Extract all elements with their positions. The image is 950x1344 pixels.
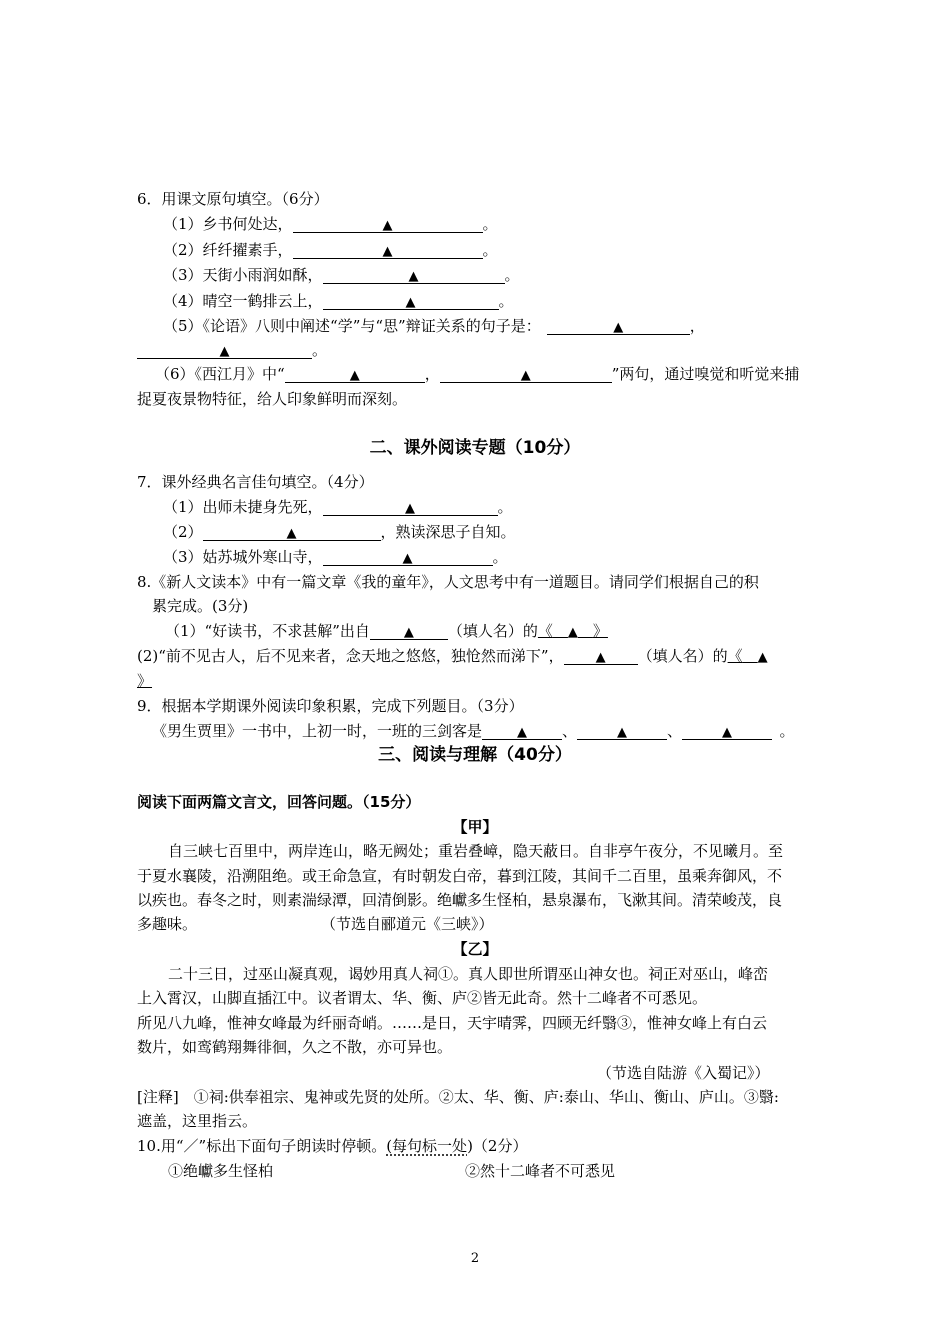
q6-item-3-text: （3）天街小雨润如酥，	[163, 266, 323, 284]
triangle-icon: ▲	[567, 625, 578, 640]
passage-jia-line-1: 自三峡七百里中，两岸连山，略无阙处；重岩叠嶂，隐天蔽日。自非亭午夜分，不见曦月。至	[168, 842, 784, 860]
q8-item-1-title[interactable]: 《 ▲ 》	[538, 622, 608, 640]
passage-jia-line-4-text: 多趣味。	[137, 915, 198, 933]
q6-item-5	[163, 316, 705, 336]
q6-item-1	[163, 214, 498, 234]
q8-item-2-blank-a[interactable]	[564, 646, 638, 665]
q9-blank-2[interactable]	[577, 721, 667, 740]
q7-item-3-text: （3）姑苏城外寒山寺，	[163, 548, 323, 566]
passage-jia-line-4	[137, 914, 494, 934]
q8-item-1-text-b: （填人名）的	[447, 622, 538, 640]
q9-blank-3[interactable]	[682, 721, 772, 740]
annotation-line-1: [注释] ①祠:供奉祖宗、鬼神或先贤的处所。②太、华、衡、庐:泰山、华山、衡山、庐山。③翳:	[137, 1088, 779, 1106]
period: 。	[482, 241, 498, 259]
q10-stem	[137, 1136, 527, 1156]
q6-item-6-cont: 捉夏夜景物特征，给人印象鲜明而深刻。	[137, 390, 408, 408]
triangle-icon: ▲	[520, 368, 531, 383]
q6-item-5-text: （5）《论语》八则中阐述“学”与“思”辩证关系的句子是：	[163, 317, 541, 335]
q6-item-2-text: （2）纤纤擢素手，	[163, 241, 293, 259]
triangle-icon: ▲	[595, 650, 606, 665]
q10-sentence-2[interactable]: ②然十二峰者不可悉见	[465, 1162, 616, 1180]
passage-jia-source: （节选自郦道元《三峡》）	[321, 915, 494, 933]
q10-sentence-1[interactable]: ①绝巘多生怪柏	[168, 1162, 274, 1180]
q7-item-2-text-a: （2）	[163, 523, 203, 541]
q6-item-1-text: （1）乡书何处达，	[163, 215, 293, 233]
separator: 、	[562, 722, 578, 740]
q6-item-3	[163, 265, 520, 285]
q8-item-1	[165, 621, 608, 643]
q7-item-1-text: （1）出师未捷身先死，	[163, 498, 323, 516]
passage-jia-line-3: 以疾也。春冬之时，则素湍绿潭，回清倒影。绝巘多生怪柏，悬泉瀑布，飞漱其间。清荣峻茂，良	[137, 891, 783, 909]
reading-instruction: 阅读下面两篇文言文，回答问题。（15分）	[137, 793, 421, 811]
q6-item-3-blank[interactable]	[323, 265, 505, 284]
q8-item-2-title-close[interactable]: 》	[137, 672, 153, 690]
q6-item-1-blank[interactable]	[293, 214, 483, 233]
q9-stem: 9．根据本学期课外阅读印象积累，完成下列题目。（3分）	[137, 697, 524, 715]
comma: ，	[424, 365, 440, 383]
triangle-icon: ▲	[405, 295, 416, 310]
q7-item-2-text-b: ，熟读深思子自知。	[380, 523, 516, 541]
q7-item-1-blank[interactable]	[323, 497, 498, 516]
q9-body-text: 《男生贾里》一书中，上初一时，一班的三剑客是	[152, 722, 483, 740]
passage-jia-line-2: 于夏水襄陵，沿溯阻绝。或王命急宣，有时朝发白帝，暮到江陵，其间千二百里，虽乘奔御风，不	[137, 867, 783, 885]
q6-item-4-blank[interactable]	[323, 291, 499, 310]
q6-item-2-blank[interactable]	[293, 240, 483, 259]
q6-item-6-blank-a[interactable]	[285, 364, 425, 383]
page-number: 2	[470, 1251, 480, 1266]
q6-item-6-text-b: ”两句，通过嗅觉和听觉来捕	[611, 365, 800, 383]
q6-item-2	[163, 240, 498, 260]
q8-item-2-cont	[137, 671, 152, 691]
q6-item-4-text: （4）晴空一鹤排云上，	[163, 292, 323, 310]
triangle-icon: ▲	[219, 344, 230, 359]
q6-item-6	[155, 364, 799, 384]
section-3-title: 三、阅读与理解（40分）	[378, 745, 572, 765]
q6-item-6-text-a: （6）《西江月》中“	[155, 365, 285, 383]
triangle-icon: ▲	[408, 269, 419, 284]
q8-item-2-title-open[interactable]: 《 ▲	[728, 647, 768, 665]
triangle-icon: ▲	[613, 320, 624, 335]
q10-stem-b: (每句标一处	[386, 1137, 468, 1155]
triangle-icon: ▲	[402, 551, 413, 566]
triangle-icon: ▲	[382, 244, 393, 259]
passage-jia-label: 【甲】	[452, 818, 498, 836]
q6-item-5-blank-b[interactable]	[137, 340, 312, 359]
period: 。	[482, 215, 498, 233]
q7-item-1	[163, 497, 513, 517]
triangle-icon: ▲	[757, 650, 768, 665]
triangle-icon: ▲	[403, 625, 414, 640]
q9-blank-1[interactable]	[482, 721, 562, 740]
q7-item-3	[163, 547, 508, 567]
q10-stem-c: )（2分）	[467, 1137, 528, 1155]
q9-body	[152, 721, 795, 741]
q6-stem: 6．用课文原句填空。（6分）	[137, 190, 329, 208]
q10-stem-a: 10.用“／”标出下面句子朗读时停顿。	[137, 1137, 387, 1155]
q7-item-2	[163, 522, 516, 542]
triangle-icon: ▲	[286, 526, 297, 541]
triangle-icon: ▲	[405, 501, 416, 516]
q8-line-1: 8.《新人文读本》中有一篇文章《我的童年》，人文思考中有一道题目。请同学们根据自己的积	[137, 573, 759, 591]
period: 。	[492, 548, 508, 566]
q8-item-1-blank-a[interactable]	[370, 621, 448, 640]
period: 。	[504, 266, 520, 284]
q8-item-2-text-b: （填人名）的	[637, 647, 728, 665]
triangle-icon: ▲	[722, 725, 733, 740]
triangle-icon: ▲	[382, 218, 393, 233]
section-2-title: 二、课外阅读专题（10分）	[369, 438, 581, 458]
period: 。	[497, 498, 513, 516]
q6-item-4	[163, 291, 514, 311]
q7-stem: 7．课外经典名言佳句填空。（4分）	[137, 473, 374, 491]
triangle-icon: ▲	[517, 725, 528, 740]
separator: 、	[667, 722, 683, 740]
q6-item-5-cont	[137, 340, 327, 360]
passage-yi-line-4: 数片，如鸾鹤翔舞徘徊，久之不散，亦可异也。	[137, 1038, 453, 1056]
period: 。	[779, 722, 795, 740]
passage-yi-line-1: 二十三日，过巫山凝真观，谒妙用真人祠①。真人即世所谓巫山神女也。祠正对巫山，峰峦	[168, 965, 769, 983]
triangle-icon: ▲	[617, 725, 628, 740]
q8-line-2: 累完成。(3分)	[152, 597, 249, 615]
q7-item-2-blank[interactable]	[203, 522, 381, 541]
q7-item-3-blank[interactable]	[323, 547, 493, 566]
passage-yi-line-2: 上入霄汉，山脚直插江中。议者谓太、华、衡、庐②皆无此奇。然十二峰者不可悉见。	[137, 989, 708, 1007]
q6-item-6-blank-b[interactable]	[440, 364, 612, 383]
q8-item-2-text-a: (2)“前不见古人，后不见来者，念天地之悠悠，独怆然而涕下”，	[137, 647, 564, 665]
passage-yi-source: （节选自陆游《入蜀记》）	[597, 1064, 770, 1082]
triangle-icon: ▲	[349, 368, 360, 383]
period: 。	[498, 292, 514, 310]
annotation-line-2: 遮盖，这里指云。	[137, 1112, 258, 1130]
comma: ，	[689, 317, 705, 335]
passage-yi-label: 【乙】	[452, 940, 498, 958]
passage-yi-line-3: 所见八九峰，惟神女峰最为纤丽奇峭。……是日，天宇晴霁，四顾无纤翳③，惟神女峰上有白云	[137, 1014, 768, 1032]
q8-item-1-text-a: （1）“好读书，不求甚解”出自	[165, 622, 370, 640]
q6-item-5-blank-a[interactable]	[547, 316, 690, 335]
period: 。	[312, 341, 328, 359]
q8-item-2	[137, 646, 768, 668]
